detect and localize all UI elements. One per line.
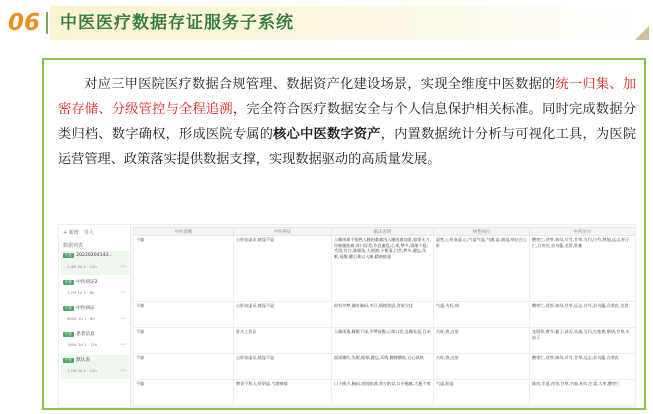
table-cell: 气虚,阴虚 <box>434 380 530 406</box>
paragraph-highlight-red: 统一归集、加密存储、分级管控与全程追溯 <box>58 77 637 117</box>
table-row[interactable] <box>134 302 636 328</box>
table-row[interactable] <box>134 328 636 354</box>
item-tag: 中医 <box>65 253 73 257</box>
table-row[interactable] <box>134 236 636 302</box>
table-cell: 不寐 <box>134 302 234 328</box>
column-header[interactable]: 中药处方 <box>530 228 636 236</box>
paragraph-text-2: ，完全符合医疗数据安全与个人信息保护相关标准。同时完成数据分类归档、数字确权，形成医院专属的 <box>58 102 637 142</box>
item-tag: 中医 <box>65 306 73 310</box>
more-icon[interactable]: ⋯ <box>120 367 126 374</box>
table-cell: 酸枣仁,茯苓,知母,甘草,远志,白芍,首乌藤,合欢皮,龙骨 <box>530 302 636 328</box>
banner-separator <box>46 12 48 34</box>
item-meta: 760K 1d 1 · 12h <box>67 342 98 347</box>
table-cell: 脾胃不和,心肝阴虚,气滞痰郁 <box>234 380 332 406</box>
table-header-row <box>134 228 636 236</box>
item-title: 中医病证 <box>76 306 95 311</box>
column-header[interactable]: 中医辨证 <box>234 228 332 236</box>
table-cell: 面部潮红,失眠,眩晕,健忘,耳鸣,腰膝酸软,五心烦热 <box>332 354 434 380</box>
paragraph-highlight-bold: 核心中医数字资产 <box>273 127 381 142</box>
section-banner <box>0 0 653 46</box>
sidebar-item[interactable] <box>61 251 129 275</box>
table-cell: 心肝血虚证,痰湿不显 <box>234 354 332 380</box>
column-header[interactable]: 中医诊断 <box>134 228 234 236</box>
item-title: 20220204143... <box>76 253 113 258</box>
sidebar-item[interactable] <box>61 303 129 327</box>
table-cell: 酸枣仁,茯苓,知母,川芎,甘草,远志,首乌藤,合欢皮 <box>530 354 636 380</box>
item-meta: 1.1M 2d 1 · 12h <box>67 368 97 373</box>
column-header[interactable]: 病性病位 <box>434 228 530 236</box>
more-icon[interactable]: ⋯ <box>120 289 126 296</box>
system-screenshot <box>58 224 636 408</box>
item-tag: 中医 <box>65 358 73 362</box>
item-tag: 中医 <box>65 280 73 284</box>
list-label: 数据列表 <box>63 243 84 249</box>
table-cell: 不寐 <box>134 380 234 406</box>
column-header[interactable]: 临床表现 <box>332 228 434 236</box>
table-cell: 陈皮,半夏,茯苓,甘草,竹茹,枳实,生姜,大枣,酸枣仁 <box>530 380 636 406</box>
table-cell: 口干痰少,胸闷,胃脘胀满,食少纳呆,口中黏腻,大便不爽 <box>332 380 434 406</box>
item-title: 患者信息 <box>76 332 95 337</box>
sidebar-item[interactable] <box>61 355 129 379</box>
records-table <box>133 227 636 406</box>
table-cell: 不寐 <box>134 354 234 380</box>
content-frame <box>42 58 646 410</box>
data-sidebar <box>59 225 131 408</box>
item-title: 默认表 <box>76 358 90 363</box>
paragraph-text-1: 对应三甲医院医疗数据合规管理、数据资产化建设场景，实现全维度中医数据的 <box>84 77 556 92</box>
table-cell: 火旺,热,在肝 <box>434 328 530 354</box>
import-button[interactable]: 导入 <box>83 230 94 236</box>
item-meta: 1.4M 2d 1 · 12h <box>67 264 97 269</box>
section-title: 中医医疗数据存证服务子系统 <box>60 13 294 33</box>
item-tag: 中医 <box>65 332 73 336</box>
add-button[interactable]: + 新增 <box>63 230 79 236</box>
item-meta: 1.2M 1d 1 · 8h <box>67 290 95 295</box>
table-row[interactable] <box>134 354 636 380</box>
item-meta: 980K 1d 1 · 8h <box>67 316 95 321</box>
table-cell: 不寐 <box>134 236 234 302</box>
section-number: 06 <box>8 10 41 36</box>
table-cell: 肝火上扰证 <box>234 328 332 354</box>
item-title: 中医病证2 <box>76 280 98 285</box>
sidebar-item[interactable] <box>61 277 129 301</box>
table-cell: 不寐 <box>134 328 234 354</box>
sidebar-item[interactable] <box>61 329 129 353</box>
more-icon[interactable]: ⋯ <box>120 341 126 348</box>
description-paragraph <box>58 72 636 172</box>
table-cell: 酸枣仁,茯苓,知母,川芎,甘草,当归,白芍,熟地,远志,柏子仁,合欢皮,首乌藤,龙骨,牡蛎 <box>530 236 636 302</box>
table-row[interactable] <box>134 380 636 406</box>
table-cell: 火旺,热,在肝 <box>434 354 530 380</box>
more-icon[interactable]: ⋯ <box>120 263 126 270</box>
table-cell: 气虚,火旺,病 <box>434 302 530 328</box>
table-cell: 虚性,心肝血虚,心,气虚气虚,气随,虚,痰湿,病位在心肝 <box>434 236 530 302</box>
more-icon[interactable]: ⋯ <box>120 315 126 322</box>
paragraph-text-3: ，内置数据统计分析与可视化工具，为医院运营管理、政策落实提供数据支撑，实现数据驱动的高质量发展。 <box>58 127 637 167</box>
table-cell: 时有多梦,偶有胸闷,多汗,情绪焦虑,食欲欠佳 <box>332 302 434 328</box>
table-cell: 心肝血虚证,痰湿不显 <box>234 302 332 328</box>
table-cell: 入睡困难不能熟入睡困难减浅入睡困难加重,如重无力,经脉腹胀痛,胃口好差,作息紊乱,心烦,梦多,情绪不稳,舌淡,苔白,脉细弦,大便溏,小便清,口苦,梦多,健忘,失眠,易醒,醒后难以入睡,精神疲惫 <box>332 236 434 302</box>
table-cell: 心肝血虚证,痰湿不显 <box>234 236 332 302</box>
table-cell: 龙胆草,黄芩,栀子,泽泻,木通,当归,生地黄,柴胡,甘草,车前子 <box>530 328 636 354</box>
table-cell: 入睡困难,睡眠不深,多梦易醒,心烦口苦,急躁易怒,目赤 <box>332 328 434 354</box>
